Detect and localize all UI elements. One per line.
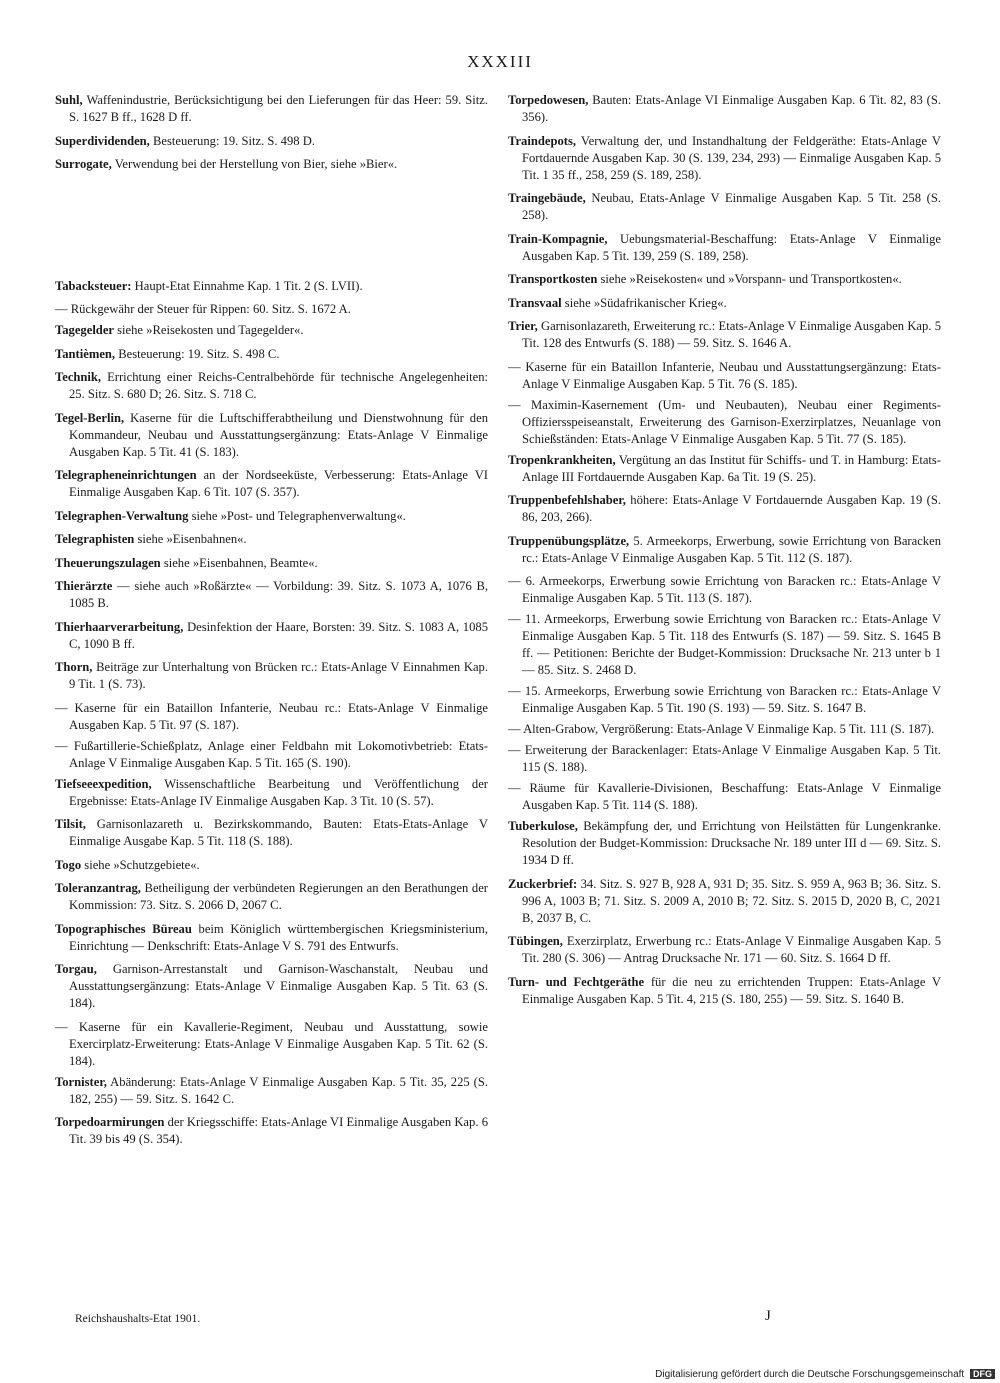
index-entry bbox=[508, 818, 941, 869]
index-headword: Thorn, bbox=[55, 660, 93, 674]
index-entry bbox=[55, 659, 488, 693]
index-reference-text: 15. Armeekorps, Erwerbung sowie Errichtung von Baracken rc.: Etats-Anlage V Einmalige Ausgaben Kap. 5 Tit. 190 (S. 193) — 59. Sitz. S. 1647 B. bbox=[522, 684, 941, 715]
index-reference-text: 6. Armeekorps, Erwerbung sowie Errichtung von Baracken rc.: Etats-Anlage V Einmalige Ausgaben Kap. 5 Tit. 113 (S. 187). bbox=[522, 574, 941, 605]
index-entry bbox=[508, 533, 941, 567]
index-reference-text: Alten-Grabow, Vergrößerung: Etats-Anlage V Einmalige Kap. 5 Tit. 111 (S. 187). bbox=[523, 722, 935, 736]
index-reference-text: Betheiligung der verbündeten Regierungen an den Berathungen der Kommission: 73. Sitz. S. 2066 D, 2067 C. bbox=[69, 881, 488, 912]
index-reference-text: Bekämpfung der, und Errichtung von Heilstätten für Lungenkranke. Resolution der Budget-Kommission: Drucksache Nr. 189 unter III d — 69. Sitz. S. 1934 D ff. bbox=[522, 819, 941, 867]
index-entry bbox=[55, 322, 488, 339]
index-reference-text: Neubau, Etats-Anlage V Einmalige Ausgaben Kap. 5 Tit. 258 (S. 258). bbox=[522, 191, 941, 222]
index-reference-text: Bauten: Etats-Anlage VI Einmalige Ausgaben Kap. 6 Tit. 82, 83 (S. 356). bbox=[522, 93, 941, 124]
index-reference-text: Waffenindustrie, Berücksichtigung bei den Lieferungen für das Heer: 59. Sitz. S. 1627 B ff., 1628 D ff. bbox=[69, 93, 488, 124]
index-reference-text: Kaserne für die Luftschifferabtheilung und Dienstwohnung für den Kommandeur, Neubau und Ausstattungsergänzung: Etats-Anlage V Einmalige Ausgaben Kap. 5 Tit. 41 (S. 183). bbox=[69, 410, 488, 459]
index-entry bbox=[55, 619, 488, 653]
index-headword: Transvaal bbox=[508, 295, 562, 310]
index-headword: Tantièmen, bbox=[55, 346, 116, 361]
index-entry bbox=[508, 492, 941, 526]
index-reference-text: Erweiterung der Barackenlager: Etats-Anlage V Einmalige Ausgaben Kap. 5 Tit. 115 (S. 188). bbox=[522, 743, 941, 774]
index-headword: Torpedowesen, bbox=[508, 93, 589, 107]
index-reference-text: 11. Armeekorps, Erwerbung sowie Errichtung von Baracken rc.: Etats-Anlage V Einmalige Ausgaben Kap. 5 Tit. 118 des Entwurfs (S. 187) — 59. Sitz. S. 1645 B ff. — Petitionen: Berichte der Budget-Kommission: Drucksache Nr. 213 unter b 1 — 85. Sitz. S. 2468 D. bbox=[522, 612, 941, 677]
index-reference-text: 5. Armeekorps, Erwerbung, sowie Errichtung von Baracken rc.: Etats-Anlage V Einmalige Ausgaben Kap. 5 Tit. 112 (S. 187). bbox=[522, 533, 941, 565]
index-headword: Torgau, bbox=[55, 962, 97, 976]
index-headword: Surrogate, bbox=[55, 157, 112, 171]
index-headword: Togo bbox=[55, 857, 82, 872]
funder-text: Digitalisierung gefördert durch die Deutsche Forschungsgemeinschaft bbox=[655, 1369, 965, 1380]
index-entry bbox=[55, 1114, 488, 1148]
index-reference-text: Räume für Kavallerie-Divisionen, Beschaffung: Etats-Anlage V Einmalige Ausgaben Kap. 5 Tit. 114 (S. 188). bbox=[522, 781, 942, 812]
index-subentry bbox=[508, 573, 941, 607]
index-reference-text: Verwaltung der, und Instandhaltung der Feldgeräthe: Etats-Anlage V Fortdauernde Ausgaben Kap. 30 (S. 139, 234, 293) — Einmalige Ausgaben Kap. 5 Tit. 1 35 ff., 258, 259 (S. 189, 258). bbox=[522, 133, 941, 182]
index-headword: Tropenkrankheiten, bbox=[508, 452, 616, 467]
index-headword: Truppenbefehlshaber, bbox=[508, 493, 626, 507]
index-headword: Traingebäude, bbox=[508, 191, 586, 205]
index-reference-text: der Kriegsschiffe: Etats-Anlage VI Einmalige Ausgaben Kap. 6 Tit. 39 bis 49 (S. 354). bbox=[69, 1115, 488, 1146]
index-reference-text: Beiträge zur Unterhaltung von Brücken rc.: Etats-Anlage V Einnahmen Kap. 9 Tit. 1 (S. 73). bbox=[69, 660, 488, 691]
index-entry bbox=[55, 880, 488, 914]
page-number-header: XXXIII bbox=[467, 52, 533, 71]
index-entry bbox=[508, 933, 941, 967]
index-subentry bbox=[508, 611, 941, 679]
index-entry bbox=[55, 369, 488, 403]
index-entry bbox=[55, 961, 488, 1012]
index-reference-text: siehe »Reisekosten und Tagegelder«. bbox=[114, 323, 304, 337]
index-subentry bbox=[508, 359, 941, 393]
index-headword: Tilsit, bbox=[55, 817, 86, 831]
section-gap bbox=[55, 180, 488, 278]
index-entry bbox=[55, 410, 488, 461]
index-headword: Traindepots, bbox=[508, 133, 576, 148]
index-entry bbox=[55, 346, 488, 363]
index-reference-text: Rückgewähr der Steuer für Rippen: 60. Sitz. S. 1672 A. bbox=[70, 302, 351, 316]
index-reference-text: siehe »Südafrikanischer Krieg«. bbox=[561, 295, 727, 310]
index-entry bbox=[508, 133, 941, 184]
dfg-logo: DFG bbox=[970, 1369, 995, 1379]
index-entry bbox=[55, 816, 488, 850]
index-entry bbox=[55, 278, 488, 295]
index-headword: Telegraphen-Verwaltung bbox=[55, 508, 189, 523]
index-headword: Turn- und Fechtgeräthe bbox=[508, 974, 645, 989]
index-entry bbox=[508, 876, 941, 927]
index-reference-text: beim Königlich württembergischen Kriegsministerium, Einrichtung — Denkschrift: Etats-Anlage V S. 791 des Entwurfs. bbox=[69, 921, 488, 953]
index-entry bbox=[55, 133, 488, 150]
index-subentry bbox=[55, 700, 488, 734]
index-entry bbox=[508, 974, 941, 1008]
index-reference-text: Maximin-Kasernement (Um- und Neubauten), Neubau einer Regiments-Offiziersspeiseanstalt, Erweiterung des Garnison-Exerzirplatzes, Neuanlage von Schießständen: Etats-Anlage V Einmalige Ausgaben Kap. 5 Tit. 77 (S. 185). bbox=[522, 397, 941, 446]
index-reference-text: siehe »Post- und Telegraphenverwaltung«. bbox=[188, 508, 406, 523]
index-entry bbox=[55, 531, 488, 548]
index-headword: Theuerungszulagen bbox=[55, 555, 161, 570]
index-headword: Torpedoarmirungen bbox=[55, 1115, 165, 1129]
index-entry bbox=[508, 190, 941, 224]
index-entry bbox=[55, 1074, 488, 1108]
index-headword: Toleranzantrag, bbox=[55, 881, 141, 895]
index-reference-text: Kaserne für ein Kavallerie-Regiment, Neubau und Ausstattung, sowie Exercirplatz-Erweiterung: Etats-Anlage V Einmalige Ausgaben Kap. 5 Tit. 62 (S. 184). bbox=[69, 1019, 488, 1068]
index-reference-text: Haupt-Etat Einnahme Kap. 1 Tit. 2 (S. LVII). bbox=[131, 278, 363, 293]
index-reference-text: siehe »Schutzgebiete«. bbox=[81, 857, 200, 872]
signature-mark: J bbox=[765, 1308, 771, 1324]
index-entry bbox=[55, 578, 488, 612]
index-reference-text: Garnisonlazareth u. Bezirkskommando, Bauten: Etats-Etats-Anlage V Einmalige Ausgabe Kap. 5 Tit. 118 (S. 188). bbox=[69, 817, 488, 848]
index-subentry bbox=[508, 742, 941, 776]
index-entry bbox=[508, 231, 941, 265]
right-index-column bbox=[508, 92, 941, 1014]
index-entry bbox=[508, 92, 941, 126]
index-subentry bbox=[508, 397, 941, 448]
index-entry bbox=[55, 555, 488, 572]
index-entry bbox=[55, 776, 488, 810]
index-subentry bbox=[508, 780, 941, 814]
index-entry bbox=[55, 857, 488, 874]
index-headword: Zuckerbrief: bbox=[508, 876, 578, 891]
index-reference-text: 34. Sitz. S. 927 B, 928 A, 931 D; 35. Sitz. S. 959 A, 963 B; 36. Sitz. S. 996 A, 1003 B; 71. Sitz. S. 2009 A, 2010 B; 72. Sitz. S. 2015 D, 2020 B, C, 2021 B, 2037 B, C. bbox=[522, 876, 941, 925]
index-reference-text: Exerzirplatz, Erwerbung rc.: Etats-Anlage V Einmalige Ausgaben Kap. 5 Tit. 280 (S. 306) — Antrag Drucksache Nr. 171 — 60. Sitz. S. 1664 D ff. bbox=[522, 934, 941, 965]
index-entry bbox=[508, 295, 941, 312]
index-reference-text: Kaserne für ein Bataillon Infanterie, Neubau rc.: Etats-Anlage V Einmalige Ausgaben Kap. 5 Tit. 97 (S. 187). bbox=[69, 700, 488, 732]
index-reference-text: Abänderung: Etats-Anlage V Einmalige Ausgaben Kap. 5 Tit. 35, 225 (S. 182, 255) — 59. Sitz. S. 1642 C. bbox=[69, 1074, 488, 1106]
index-reference-text: Errichtung einer Reichs-Centralbehörde für technische Angelegenheiten: 25. Sitz. S. 680 D; 26. Sitz. S. 718 C. bbox=[69, 370, 488, 401]
index-headword: Tuberkulose, bbox=[508, 819, 578, 833]
index-reference-text: für die neu zu errichtenden Truppen: Etats-Anlage V Einmalige Ausgaben Kap. 5 Tit. 4, 215 (S. 180, 255) — 59. Sitz. S. 1640 B. bbox=[522, 974, 941, 1006]
index-reference-text: Besteuerung: 19. Sitz. S. 498 C. bbox=[115, 346, 280, 361]
index-reference-text: Uebungsmaterial-Beschaffung: Etats-Anlage V Einmalige Ausgaben Kap. 5 Tit. 139, 259 (S. 189, 258). bbox=[522, 231, 941, 263]
index-reference-text: Verwendung bei der Herstellung von Bier, siehe »Bier«. bbox=[111, 157, 398, 171]
index-headword: Tübingen, bbox=[508, 934, 563, 948]
index-headword: Tagegelder bbox=[55, 323, 114, 337]
index-headword: Transportkosten bbox=[508, 272, 598, 286]
index-headword: Train-Kompagnie, bbox=[508, 231, 608, 246]
index-entry bbox=[508, 452, 941, 486]
index-reference-text: Wissenschaftliche Bearbeitung und Veröffentlichung der Ergebnisse: Etats-Anlage IV Einmalige Ausgaben Kap. 3 Tit. 10 (S. 57). bbox=[69, 776, 488, 808]
index-headword: Tabacksteuer: bbox=[55, 278, 132, 293]
index-reference-text: — siehe auch »Roßärzte« — Vorbildung: 39. Sitz. S. 1073 A, 1076 B, 1085 B. bbox=[69, 579, 488, 610]
index-headword: Suhl, bbox=[55, 93, 83, 107]
left-index-column bbox=[55, 92, 488, 1155]
index-headword: Truppenübungsplätze, bbox=[508, 533, 630, 548]
funder-note bbox=[575, 1369, 995, 1380]
index-reference-text: siehe »Reisekosten« und »Vorspann- und Transportkosten«. bbox=[597, 272, 902, 286]
index-reference-text: Vergütung an das Institut für Schiffs- und T. in Hamburg: Etats-Anlage III Fortdauernde Ausgaben Kap. 6a Tit. 19 (S. 25). bbox=[522, 452, 941, 484]
index-subentry bbox=[508, 683, 941, 717]
index-entry bbox=[55, 921, 488, 955]
index-reference-text: siehe »Eisenbahnen, Beamte«. bbox=[160, 555, 318, 570]
index-headword: Trier, bbox=[508, 319, 538, 333]
index-subentry bbox=[55, 301, 488, 318]
index-reference-text: Kaserne für ein Bataillon Infanterie, Neubau und Ausstattungsergänzung: Etats-Anlage V Einmalige Ausgaben Kap. 5 Tit. 76 (S. 185). bbox=[522, 359, 941, 391]
index-reference-text: Garnison-Arrestanstalt und Garnison-Waschanstalt, Neubau und Ausstattungsergänzung: Etats-Anlage V Einmalige Ausgaben Kap. 5 Tit. 63 (S. 184). bbox=[69, 962, 488, 1010]
index-headword: Telegraphisten bbox=[55, 532, 135, 546]
index-subentry bbox=[55, 738, 488, 772]
index-headword: Thierhaarverarbeitung, bbox=[55, 619, 184, 634]
index-headword: Superdividenden, bbox=[55, 133, 150, 148]
index-reference-text: Fußartillerie-Schießplatz, Anlage einer Feldbahn mit Lokomotivbetrieb: Etats-Anlage V Einmalige Ausgaben Kap. 5 Tit. 165 (S. 190). bbox=[69, 738, 488, 770]
index-headword: Thierärzte bbox=[55, 579, 113, 593]
index-subentry bbox=[508, 721, 941, 738]
index-entry bbox=[55, 156, 488, 173]
index-reference-text: siehe »Eisenbahnen«. bbox=[134, 532, 247, 546]
index-reference-text: Garnisonlazareth, Erweiterung rc.: Etats-Anlage V Einmalige Ausgaben Kap. 5 Tit. 128 des Entwurfs (S. 188) — 59. Sitz. S. 1646 A. bbox=[522, 319, 941, 350]
index-headword: Tornister, bbox=[55, 1074, 107, 1089]
index-entry bbox=[55, 467, 488, 501]
index-headword: Tegel-Berlin, bbox=[55, 410, 125, 425]
index-headword: Telegrapheneinrichtungen bbox=[55, 468, 197, 482]
index-reference-text: höhere: Etats-Anlage V Fortdauernde Ausgaben Kap. 19 (S. 86, 203, 266). bbox=[522, 493, 941, 524]
index-entry bbox=[508, 271, 941, 288]
index-entry bbox=[508, 318, 941, 352]
index-reference-text: an der Nordseeküste, Verbesserung: Etats-Anlage VI Einmalige Ausgaben Kap. 6 Tit. 107 (S. 357). bbox=[69, 468, 488, 499]
index-reference-text: Besteuerung: 19. Sitz. S. 498 D. bbox=[149, 133, 315, 148]
index-subentry bbox=[55, 1019, 488, 1070]
index-entry bbox=[55, 92, 488, 126]
index-headword: Tiefseeexpedition, bbox=[55, 776, 152, 791]
index-reference-text: Desinfektion der Haare, Borsten: 39. Sitz. S. 1083 A, 1085 C, 1090 B ff. bbox=[69, 619, 488, 651]
index-headword: Technik, bbox=[55, 370, 102, 384]
index-entry bbox=[55, 508, 488, 525]
index-headword: Topographisches Büreau bbox=[55, 921, 192, 936]
footer-source: Reichshaushalts-Etat 1901. bbox=[75, 1313, 201, 1325]
